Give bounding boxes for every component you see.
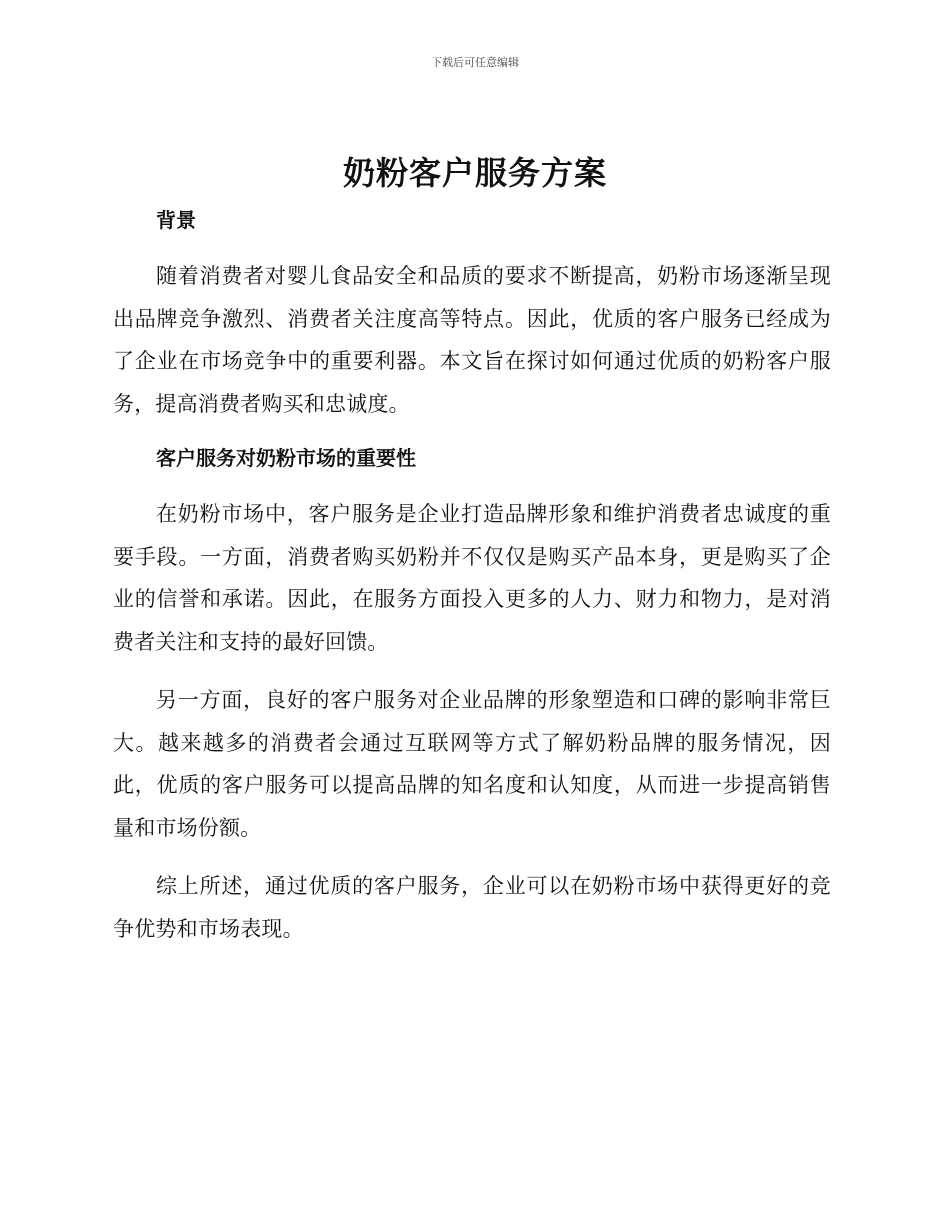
section-heading-background: 背景 [156, 208, 196, 232]
paragraph-background: 随着消费者对婴儿食品安全和品质的要求不断提高，奶粉市场逐渐呈现出品牌竞争激烈、消费者关注度高等特点。因此，优质的客户服务已经成为了企业在市场竞争中的重要利器。本文旨在探讨如何通过优质的奶粉客户服务，提高消费者购买和忠诚度。 [113, 264, 831, 416]
paragraph-importance-1: 在奶粉市场中，客户服务是企业打造品牌形象和维护消费者忠诚度的重要手段。一方面，消费者购买奶粉并不仅仅是购买产品本身，更是购买了企业的信誉和承诺。因此，在服务方面投入更多的人力、财力和物力，是对消费者关注和支持的最好回馈。 [113, 502, 831, 654]
document-title: 奶粉客户服务方案 [342, 154, 607, 192]
header-note: 下载后可任意编辑 [431, 56, 519, 69]
paragraph-importance-2: 另一方面，良好的客户服务对企业品牌的形象塑造和口碑的影响非常巨大。越来越多的消费者会通过互联网等方式了解奶粉品牌的服务情况，因此，优质的客户服务可以提高品牌的知名度和认知度，从而进一步提高销售量和市场份额。 [113, 688, 831, 840]
section-heading-importance: 客户服务对奶粉市场的重要性 [156, 446, 416, 470]
document-body [113, 203, 831, 966]
paragraph-conclusion: 综上所述，通过优质的客户服务，企业可以在奶粉市场中获得更好的竞争优势和市场表现。 [113, 874, 831, 941]
